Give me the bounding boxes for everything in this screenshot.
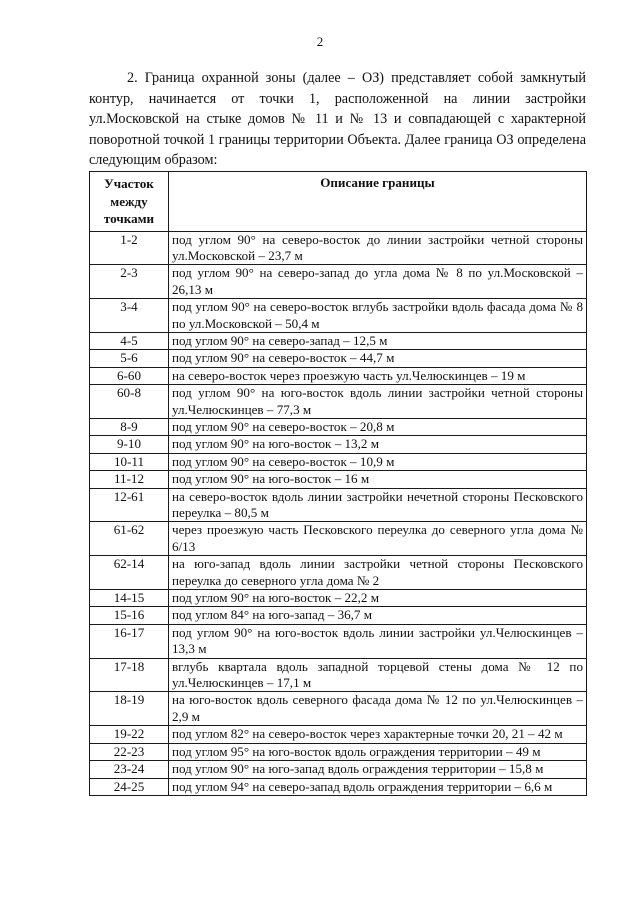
description-cell: на юго-восток вдоль северного фасада дома № 12 по ул.Челюскинцев – 2,9 м (169, 692, 587, 726)
description-cell: на юго-запад вдоль линии застройки четной стороны Песковского переулка до северного угла дома № 2 (169, 556, 587, 590)
table-row (90, 522, 587, 556)
segment-cell: 62-14 (90, 556, 169, 590)
description-cell: под углом 90° на северо-запад – 12,5 м (169, 332, 587, 349)
description-cell: под углом 84° на юго-запад – 36,7 м (169, 607, 587, 624)
description-cell: под углом 90° на северо-восток – 20,8 м (169, 418, 587, 435)
table-row (90, 726, 587, 743)
table-row (90, 350, 587, 367)
description-cell: под углом 90° на юго-восток – 13,2 м (169, 436, 587, 453)
table-row (90, 590, 587, 607)
description-cell: под углом 90° на юго-восток вдоль линии застройки ул.Челюскинцев – 13,3 м (169, 624, 587, 658)
table-row (90, 488, 587, 522)
segment-cell: 17-18 (90, 658, 169, 692)
description-cell: под углом 90° на северо-восток – 44,7 м (169, 350, 587, 367)
description-cell: под углом 94° на северо-запад вдоль ограждения территории – 6,6 м (169, 778, 587, 795)
table-row (90, 418, 587, 435)
table-row (90, 453, 587, 470)
description-cell: под углом 90° на юго-восток – 16 м (169, 471, 587, 488)
segment-cell: 14-15 (90, 590, 169, 607)
table-row (90, 471, 587, 488)
page-number: 2 (316, 34, 324, 49)
table-row (90, 624, 587, 658)
table-row (90, 231, 587, 265)
segment-cell: 8-9 (90, 418, 169, 435)
segment-cell: 23-24 (90, 761, 169, 778)
table-body (90, 231, 587, 795)
description-cell: под углом 90° на северо-запад до угла дома № 8 по ул.Московской – 26,13 м (169, 265, 587, 299)
segment-cell: 11-12 (90, 471, 169, 488)
description-cell: на северо-восток через проезжую часть ул.Челюскинцев – 19 м (169, 367, 587, 384)
segment-cell: 15-16 (90, 607, 169, 624)
table-row (90, 761, 587, 778)
header-description: Описание границы (169, 172, 587, 232)
header-segment: Участок между точками (90, 172, 169, 232)
segment-cell: 2-3 (90, 265, 169, 299)
segment-cell: 5-6 (90, 350, 169, 367)
segment-cell: 1-2 (90, 231, 169, 265)
description-cell: вглубь квартала вдоль западной торцевой стены дома № 12 по ул.Челюскинцев – 17,1 м (169, 658, 587, 692)
description-cell: под углом 82° на северо-восток через характерные точки 20, 21 – 42 м (169, 726, 587, 743)
intro-paragraph: 2. Граница охранной зоны (далее – ОЗ) представляет собой замкнутый контур, начинается от точки 1, расположенной на линии застройки ул.Московской на стыке домов № 11 и № 13 и совпадающей с характерной поворотной точкой 1 границы территории Объекта. Далее граница ОЗ определена следующим образом: (89, 70, 586, 168)
segment-cell: 19-22 (90, 726, 169, 743)
description-cell: под углом 90° на северо-восток – 10,9 м (169, 453, 587, 470)
description-cell: под углом 95° на юго-восток вдоль ограждения территории – 49 м (169, 743, 587, 760)
description-cell: под углом 90° на юго-восток вдоль линии застройки четной стороны ул.Челюскинцев – 77,3 м (169, 385, 587, 419)
segment-cell: 18-19 (90, 692, 169, 726)
description-cell: на северо-восток вдоль линии застройки нечетной стороны Песковского переулка – 80,5 м (169, 488, 587, 522)
table-row (90, 265, 587, 299)
table-header-row (90, 172, 587, 232)
table-row (90, 658, 587, 692)
segment-cell: 22-23 (90, 743, 169, 760)
description-cell: под углом 90° на юго-восток – 22,2 м (169, 590, 587, 607)
table-row (90, 332, 587, 349)
segment-cell: 24-25 (90, 778, 169, 795)
table-row (90, 743, 587, 760)
table-row (90, 436, 587, 453)
segment-cell: 61-62 (90, 522, 169, 556)
boundary-table (89, 171, 587, 796)
segment-cell: 3-4 (90, 299, 169, 333)
table-row (90, 299, 587, 333)
table-row (90, 556, 587, 590)
description-cell: под углом 90° на северо-восток вглубь застройки вдоль фасада дома № 8 по ул.Московской – 50,4 м (169, 299, 587, 333)
table-row (90, 385, 587, 419)
segment-cell: 16-17 (90, 624, 169, 658)
description-cell: под углом 90° на юго-запад вдоль ограждения территории – 15,8 м (169, 761, 587, 778)
description-cell: под углом 90° на северо-восток до линии застройки четной стороны ул.Московской – 23,7 м (169, 231, 587, 265)
segment-cell: 12-61 (90, 488, 169, 522)
segment-cell: 4-5 (90, 332, 169, 349)
table-row (90, 367, 587, 384)
segment-cell: 6-60 (90, 367, 169, 384)
segment-cell: 10-11 (90, 453, 169, 470)
description-cell: через проезжую часть Песковского переулка до северного угла дома № 6/13 (169, 522, 587, 556)
table-row (90, 692, 587, 726)
table-row (90, 607, 587, 624)
segment-cell: 60-8 (90, 385, 169, 419)
table-row (90, 778, 587, 795)
segment-cell: 9-10 (90, 436, 169, 453)
